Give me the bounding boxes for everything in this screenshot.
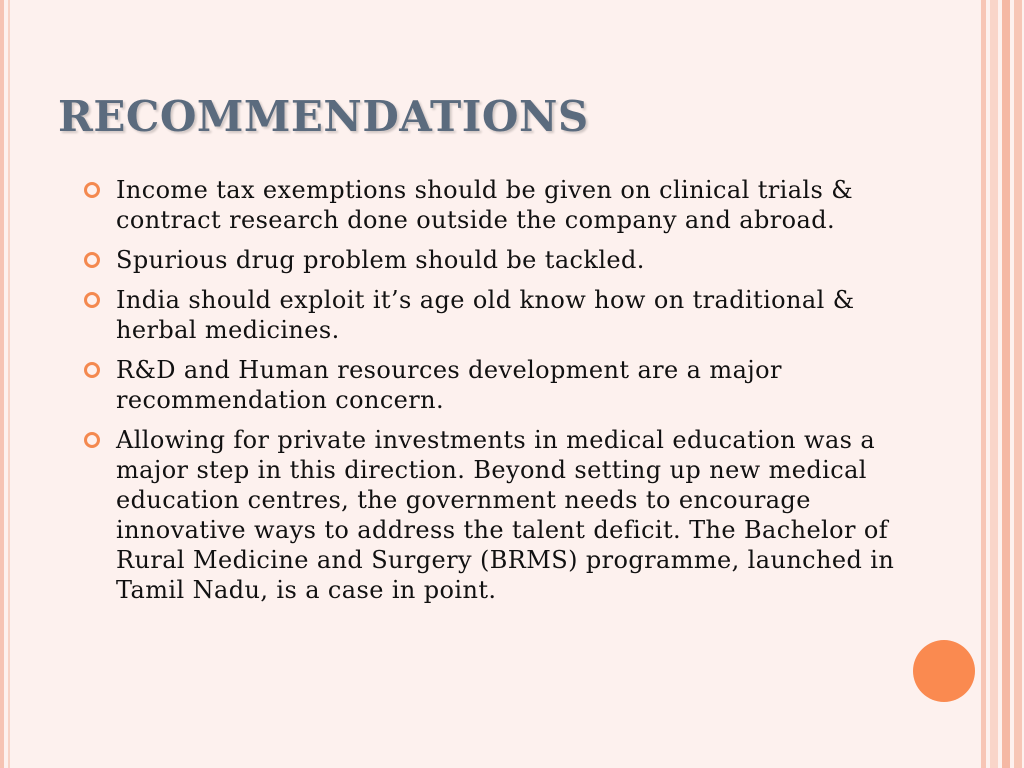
right-stripe-1 (981, 0, 986, 768)
bullet-item (84, 425, 904, 605)
bullet-list (84, 175, 904, 615)
orange-circle-decoration (913, 640, 975, 702)
left-border-inner-stripe (8, 0, 10, 768)
slide-title: RECOMMENDATIONS (58, 92, 589, 141)
bullet-item (84, 285, 904, 345)
right-stripe-4 (1014, 0, 1022, 768)
hollow-circle-bullet-icon (84, 432, 100, 448)
bullet-text: Allowing for private investments in medical education was a major step in this direction. Beyond setting up new medical education centres, the government needs to encourage innovative ways to address the talent deficit. The Bachelor of Rural Medicine and Surgery (BRMS) programme, launched in Tamil Nadu, is a case in point. (116, 426, 895, 604)
hollow-circle-bullet-icon (84, 362, 100, 378)
bullet-text: Spurious drug problem should be tackled. (116, 246, 645, 274)
hollow-circle-bullet-icon (84, 292, 100, 308)
left-border-stripe (0, 0, 4, 768)
right-stripe-3 (1002, 0, 1010, 768)
right-decorative-stripes (980, 0, 1024, 768)
bullet-item (84, 175, 904, 235)
bullet-text: India should exploit it’s age old know how on traditional & herbal medicines. (116, 286, 855, 344)
hollow-circle-bullet-icon (84, 252, 100, 268)
bullet-text: Income tax exemptions should be given on clinical trials & contract research done outside the company and abroad. (116, 176, 854, 234)
bullet-text: R&D and Human resources development are a major recommendation concern. (116, 356, 782, 414)
right-stripe-2 (990, 0, 998, 768)
hollow-circle-bullet-icon (84, 182, 100, 198)
bullet-item (84, 245, 904, 275)
bullet-item (84, 355, 904, 415)
